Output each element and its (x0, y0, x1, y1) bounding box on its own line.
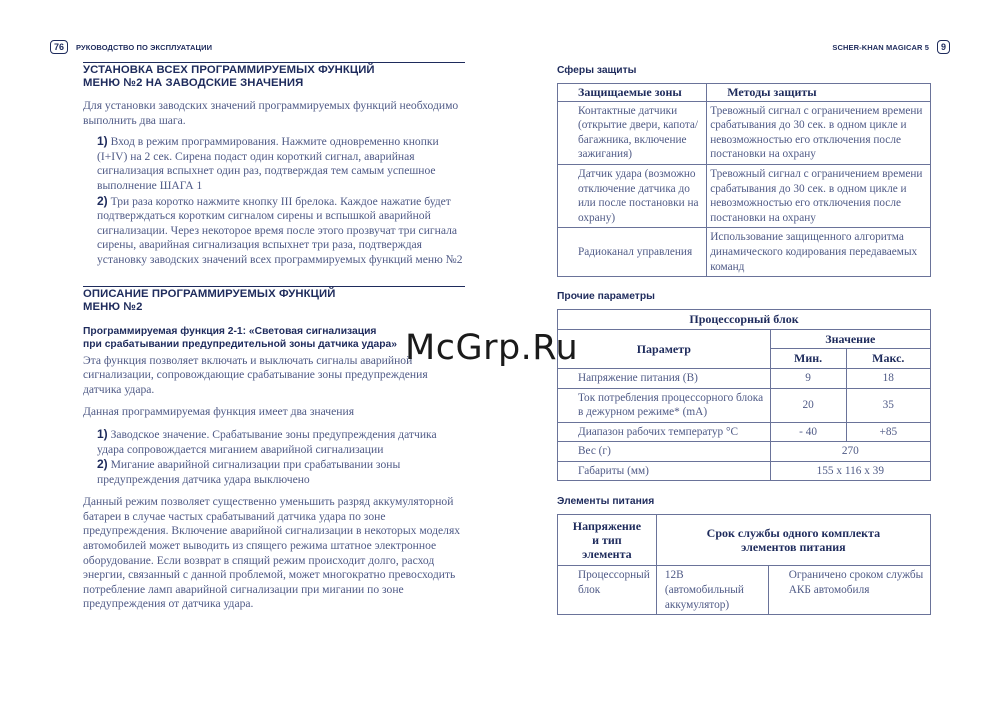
option-1 (83, 427, 465, 457)
section-title-line: МЕНЮ №2 (83, 300, 143, 313)
page-number-left: 76 (50, 40, 68, 54)
table-row (558, 422, 931, 442)
step-1-text: Вход в режим программирования. Нажмите одновременно кнопки (I+IV) на 2 сек. Сирена подаст один короткий сигнал, аварийная сигнализация вспыхнет один раз, подтверждая тем самым успешное выполнение ШАГА 1 (97, 135, 439, 192)
table-header-row (558, 329, 931, 349)
option-1-text: Заводское значение. Срабатывание зоны предупреждения датчика удара сопровождается миганием аварийной сигнализации (97, 427, 437, 456)
spheres-title: Сферы защиты (557, 65, 637, 76)
param-name: Вес (г) (558, 442, 771, 462)
power-row-type: 12В (автомобильный аккумулятор) (656, 566, 768, 615)
param-name: Диапазон рабочих температур °C (558, 422, 771, 442)
zone-cell: Датчик удара (возможно отключение датчика до или после постановки на охрану) (558, 164, 707, 227)
param-min: 20 (770, 388, 846, 422)
option-1-number: 1) (97, 426, 108, 441)
power-row-name: Процессорный блок (558, 566, 657, 615)
col-voltage-type: Напряжение и тип элемента (558, 515, 657, 566)
header-title-right: SCHER-KHAN MAGICAR 5 (832, 42, 929, 52)
subtitle-line: при срабатывании предупредительной зоны датчика удара» (83, 338, 397, 350)
col-methods: Методы защиты (707, 84, 931, 102)
power-row-life: Ограничено сроком службы АКБ автомобиля (768, 566, 930, 615)
param-max: 18 (846, 368, 930, 388)
table-row (558, 566, 931, 615)
table-header-row (558, 84, 931, 102)
table-header-row (558, 310, 931, 330)
params-title: Прочие параметры (557, 291, 655, 303)
section-title-description (83, 286, 465, 314)
right-page (557, 64, 931, 615)
col-max: Макс. (846, 349, 930, 369)
header-title-left: РУКОВОДСТВО ПО ЭКСПЛУАТАЦИИ (76, 42, 213, 52)
section-title-line: МЕНЮ №2 НА ЗАВОДСКИЕ ЗНАЧЕНИЯ (83, 77, 304, 89)
param-name: Габариты (мм) (558, 461, 771, 481)
params-table (557, 309, 931, 481)
method-cell: Использование защищенного алгоритма динамического кодирования передаваемых команд (707, 228, 931, 277)
param-min: 9 (770, 368, 846, 388)
col-parameter: Параметр (558, 329, 771, 368)
param-name: Ток потребления процессорного блока в дежурном режиме* (mA) (558, 388, 771, 422)
spheres-table (557, 83, 931, 277)
param-name: Напряжение питания (В) (558, 368, 771, 388)
table-row (558, 368, 931, 388)
table-header-row (558, 515, 931, 566)
table-row (558, 164, 931, 227)
zone-cell: Контактные датчики (открытие двери, капота/багажника, включение зажигания) (558, 101, 707, 164)
step-2-text: Три раза коротко нажмите кнопку III брелока. Каждое нажатие будет подтверждаться коротким сигналом сирены и вспышкой аварийной сигнализации. Через некоторое время после этого прозвучат три сигнала сирены, аварийная сигнализация вспыхнет три раза, подтверждая установку заводских значений всех программируемых функций меню №2 (97, 194, 463, 266)
section-title-line: ОПИСАНИЕ ПРОГРАММИРУЕМЫХ ФУНКЦИЙ (83, 287, 336, 300)
table-row (558, 461, 931, 481)
method-cell: Тревожный сигнал с ограничением времени срабатывания до 30 сек. в одном цикле и невозможностью его отключения после постановки на охрану (707, 101, 931, 164)
header-right (832, 40, 950, 54)
step-2 (83, 194, 465, 268)
table-row (558, 388, 931, 422)
option-2-number: 2) (97, 457, 108, 472)
col-service-life: Срок службы одного комплекта элементов питания (656, 515, 930, 566)
processor-block-header: Процессорный блок (558, 310, 931, 330)
col-value: Значение (770, 329, 930, 349)
col-zones: Защищаемые зоны (558, 84, 707, 102)
function-paragraph-1: Эта функция позволяет включать и выключать сигналы аварийной сигнализации, сопровождающие срабатывание зоны предупреждения датчика удара. (83, 353, 428, 396)
table-row (558, 228, 931, 277)
param-value: 270 (770, 442, 930, 462)
subtitle-line: Программируемая функция 2-1: «Световая сигнализация (83, 325, 377, 337)
section-title-line: УСТАНОВКА ВСЕХ ПРОГРАММИРУЕМЫХ ФУНКЦИЙ (83, 64, 375, 76)
intro-paragraph: Для установки заводских значений программируемых функций необходимо выполнить два шага. (83, 99, 459, 127)
method-cell: Тревожный сигнал с ограничением времени срабатывания до 30 сек. в одном цикле и невозможностью его отключения после постановки на охрану (707, 164, 931, 227)
col-min: Мин. (770, 349, 846, 369)
power-title: Элементы питания (557, 496, 655, 508)
section-title-factory-reset (83, 62, 465, 90)
table-row (558, 442, 931, 462)
function-paragraph-3: Данный режим позволяет существенно уменьшить разряд аккумуляторной батареи в случае частых срабатываний датчика удара по зоне предупреждения. Включение аварийной сигнализации в некоторых моделях автомобилей может выводить из спящего режима штатное электронное оборудование. Если возврат в спящий режим происходит долго, расход энергии, связанный с данной проблемой, может многократно превосходить потребление ламп аварийной сигнализации при мигании по зоне предупреждения от датчика удара. (83, 495, 461, 611)
header-left (50, 40, 212, 54)
page-number-right: 9 (937, 40, 950, 54)
option-2 (83, 457, 465, 487)
step-1-number: 1) (97, 134, 108, 149)
param-max: 35 (846, 388, 930, 422)
watermark: McGrp.Ru (405, 328, 579, 368)
zone-cell: Радиоканал управления (558, 228, 707, 277)
table-row (558, 101, 931, 164)
function-paragraph-2: Данная программируемая функция имеет два значения (83, 405, 355, 419)
power-table (557, 514, 931, 615)
param-value: 155 x 116 x 39 (770, 461, 930, 481)
step-2-number: 2) (97, 193, 108, 208)
param-min: - 40 (770, 422, 846, 442)
step-1 (83, 134, 465, 193)
option-2-text: Мигание аварийной сигнализации при срабатывании зоны предупреждения датчика удара выключено (97, 458, 401, 486)
param-max: +85 (846, 422, 930, 442)
